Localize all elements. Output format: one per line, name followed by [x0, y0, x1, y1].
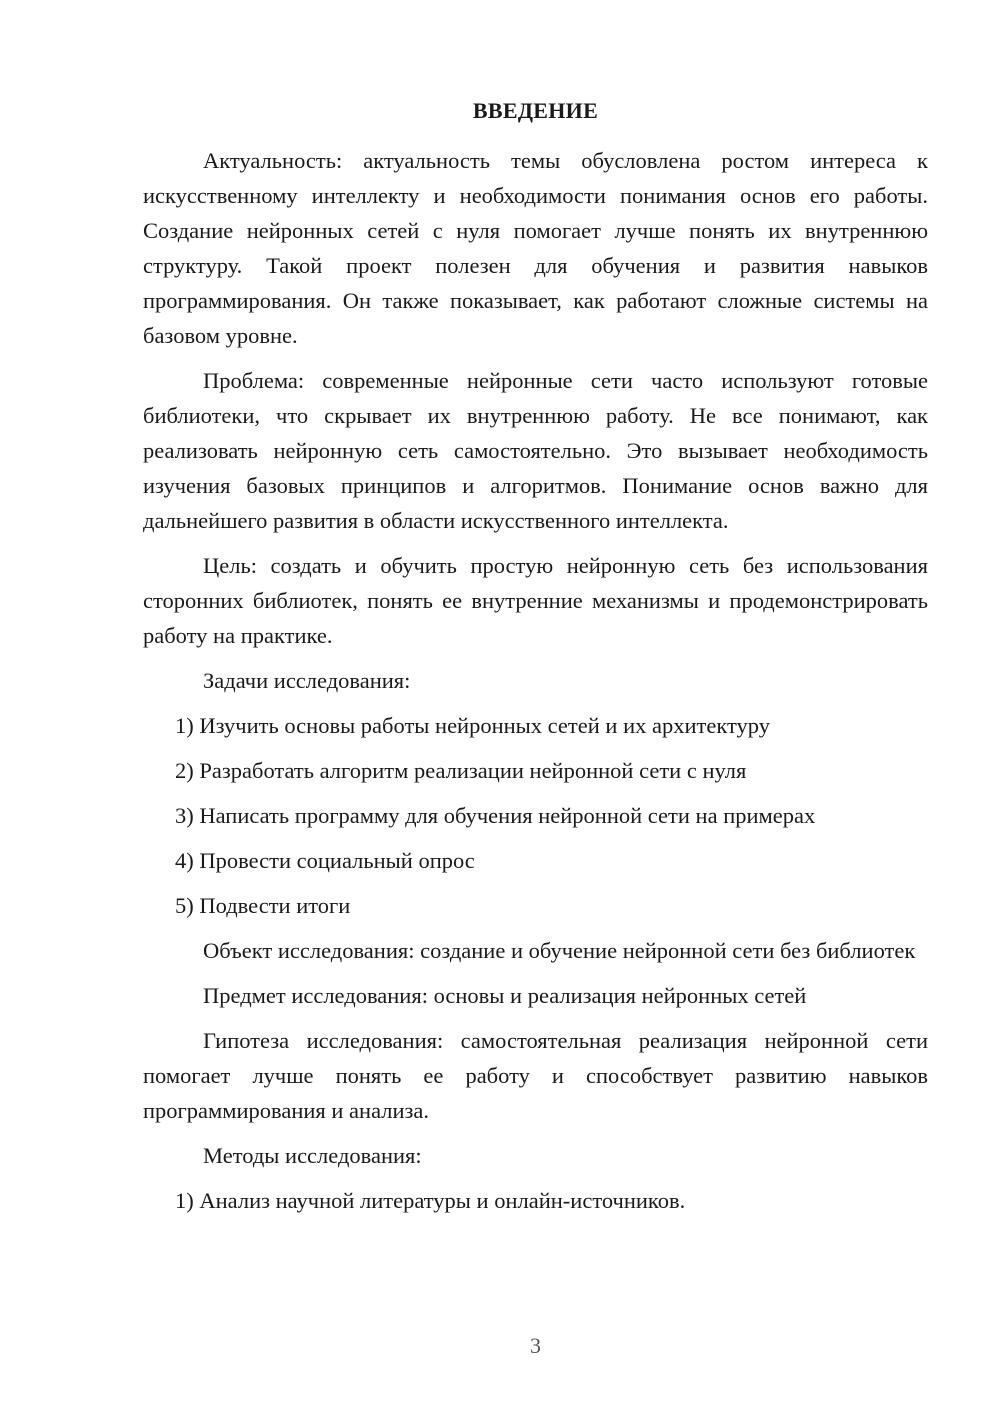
- task-item: 3) Написать программу для обучения нейронной сети на примерах: [175, 803, 816, 828]
- task-item: 1) Изучить основы работы нейронных сетей и их архитектуру: [175, 713, 770, 738]
- methods-title: Методы исследования:: [203, 1143, 422, 1168]
- task-item: 5) Подвести итоги: [175, 893, 351, 918]
- goal-paragraph: Цель: создать и обучить простую нейронную сеть без использования сторонних библиотек, понять ее внутренние механизмы и продемонстрировать работу на практике.: [143, 553, 928, 648]
- subject-paragraph: Предмет исследования: основы и реализация нейронных сетей: [203, 983, 807, 1008]
- hypothesis-paragraph: Гипотеза исследования: самостоятельная реализация нейронной сети помогает лучше понять ее работу и способствует развитию навыков программирования и анализа.: [143, 1028, 928, 1123]
- task-item: 4) Провести социальный опрос: [175, 848, 475, 873]
- problem-paragraph: Проблема: современные нейронные сети часто используют готовые библиотеки, что скрывает их внутреннюю работу. Не все понимают, как реализовать нейронную сеть самостоятельно. Это вызывает необходимость изучения базовых принципов и алгоритмов. Понимание основ важно для дальнейшего развития в области искусственного интеллекта.: [143, 368, 928, 533]
- page-number: 3: [530, 1333, 541, 1358]
- document-body: [143, 143, 928, 1228]
- task-item: 2) Разработать алгоритм реализации нейронной сети с нуля: [175, 758, 747, 783]
- method-item: 1) Анализ научной литературы и онлайн-источников.: [175, 1188, 686, 1213]
- tasks-title: Задачи исследования:: [203, 668, 411, 693]
- section-heading: ВВЕДЕНИЕ: [472, 98, 599, 123]
- object-paragraph: Объект исследования: создание и обучение нейронной сети без библиотек: [203, 938, 916, 963]
- relevance-paragraph: Актуальность: актуальность темы обусловлена ростом интереса к искусственному интеллекту и необходимости понимания основ его работы. Создание нейронных сетей с нуля помогает лучше понять их внутреннюю структуру. Такой проект полезен для обучения и развития навыков программирования. Он также показывает, как работают сложные системы на базовом уровне.: [143, 148, 928, 348]
